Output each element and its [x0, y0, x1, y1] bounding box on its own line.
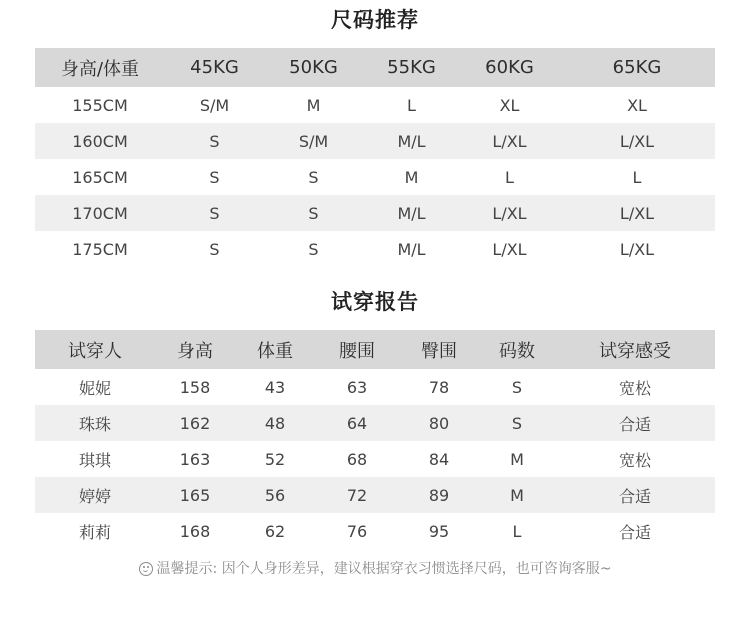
table-cell: L	[632, 167, 642, 187]
table-row	[35, 231, 715, 267]
table-cell: S/M	[199, 95, 230, 115]
tip-line	[0, 558, 750, 578]
table-cell: 婷婷	[35, 477, 155, 513]
table-cell: 52	[264, 449, 286, 469]
table-cell: L/XL	[492, 239, 527, 259]
table-cell: 合适	[555, 405, 715, 441]
header-cell: 试穿人	[35, 330, 155, 369]
table-row	[35, 87, 715, 123]
table-row	[35, 123, 715, 159]
table-cell: S/M	[264, 123, 363, 159]
table-cell: 合适	[555, 477, 715, 513]
table-cell: 80	[399, 405, 479, 441]
header-cell: 45KG	[165, 48, 264, 87]
table-cell: L/XL	[619, 239, 655, 259]
table-cell: S	[165, 195, 264, 231]
table-row	[35, 513, 715, 549]
table-cell: 56	[235, 477, 315, 513]
table-cell: 合适	[618, 522, 651, 542]
table-cell: 155CM	[72, 95, 128, 115]
table-cell: 163	[179, 449, 211, 469]
table-cell: L/XL	[559, 123, 715, 159]
header-cell: 码数	[479, 330, 555, 369]
table-cell: M	[306, 95, 321, 115]
table-cell: S	[264, 195, 363, 231]
table-cell: 165CM	[72, 167, 128, 187]
table-cell: M/L	[363, 195, 460, 231]
table-cell: 89	[399, 477, 479, 513]
table-cell: 84	[428, 449, 450, 469]
header-cell: 身高	[155, 330, 235, 369]
trial-report-table	[35, 330, 715, 549]
table-cell: 宽松	[618, 450, 651, 470]
table-cell: S	[308, 167, 319, 187]
table-cell: M/L	[363, 123, 460, 159]
table-cell: 62	[264, 521, 286, 541]
table-cell: L	[512, 521, 522, 541]
table-row	[35, 195, 715, 231]
table-cell: S	[165, 123, 264, 159]
table-cell: M	[479, 477, 555, 513]
table-cell: 48	[235, 405, 315, 441]
table-cell: 170CM	[35, 195, 165, 231]
table-cell: S	[209, 239, 220, 259]
table-cell: 68	[346, 449, 368, 469]
size-recommendation-table	[35, 48, 715, 267]
table-cell: M	[510, 449, 524, 469]
table-cell: 63	[346, 377, 368, 397]
table-cell: 宽松	[618, 378, 651, 398]
table-cell: 175CM	[72, 239, 128, 259]
header-cell: 55KG	[363, 48, 460, 87]
table-cell: XL	[627, 95, 647, 115]
header-cell: 臀围	[399, 330, 479, 369]
table-cell: 76	[346, 521, 368, 541]
table-cell: 162	[155, 405, 235, 441]
table-cell: M/L	[397, 239, 426, 259]
table-cell: S	[209, 167, 220, 187]
header-cell: 50KG	[264, 48, 363, 87]
trial-report-title: 试穿报告	[331, 290, 419, 314]
table-cell: 165	[155, 477, 235, 513]
table-cell: 64	[315, 405, 399, 441]
table-cell: S	[308, 239, 319, 259]
table-cell: L	[407, 95, 416, 115]
tip-text: 温馨提示: 因个人身形差异，建议根据穿衣习惯选择尺码，也可咨询客服~	[156, 561, 612, 577]
header-cell: 65KG	[559, 48, 715, 87]
table-cell: 168	[179, 521, 211, 541]
header-cell: 身高/体重	[35, 48, 165, 87]
table-cell: 43	[264, 377, 286, 397]
table-cell: M	[404, 167, 419, 187]
table-header-row	[35, 48, 715, 87]
header-cell: 体重	[235, 330, 315, 369]
table-cell: 珠珠	[35, 405, 155, 441]
table-cell: L	[505, 167, 514, 187]
table-row	[35, 159, 715, 195]
table-cell: 78	[428, 377, 450, 397]
header-cell: 60KG	[460, 48, 559, 87]
table-cell: S	[511, 377, 523, 397]
table-cell: L/XL	[559, 195, 715, 231]
table-cell: 95	[428, 521, 450, 541]
table-cell: XL	[499, 95, 520, 115]
table-header-row	[35, 330, 715, 369]
table-cell: 160CM	[35, 123, 165, 159]
table-cell: 莉莉	[78, 522, 111, 542]
header-cell: 试穿感受	[555, 330, 715, 369]
size-recommendation-title: 尺码推荐	[331, 8, 419, 32]
table-cell: 72	[315, 477, 399, 513]
table-cell: L/XL	[460, 195, 559, 231]
table-row	[35, 405, 715, 441]
table-cell: 妮妮	[78, 378, 111, 398]
header-cell: 腰围	[315, 330, 399, 369]
table-row	[35, 369, 715, 405]
table-cell: 琪琪	[78, 450, 111, 470]
table-cell: L/XL	[460, 123, 559, 159]
table-cell: S	[479, 405, 555, 441]
smile-icon	[139, 562, 153, 576]
table-row	[35, 477, 715, 513]
table-cell: 158	[179, 377, 211, 397]
table-row	[35, 441, 715, 477]
